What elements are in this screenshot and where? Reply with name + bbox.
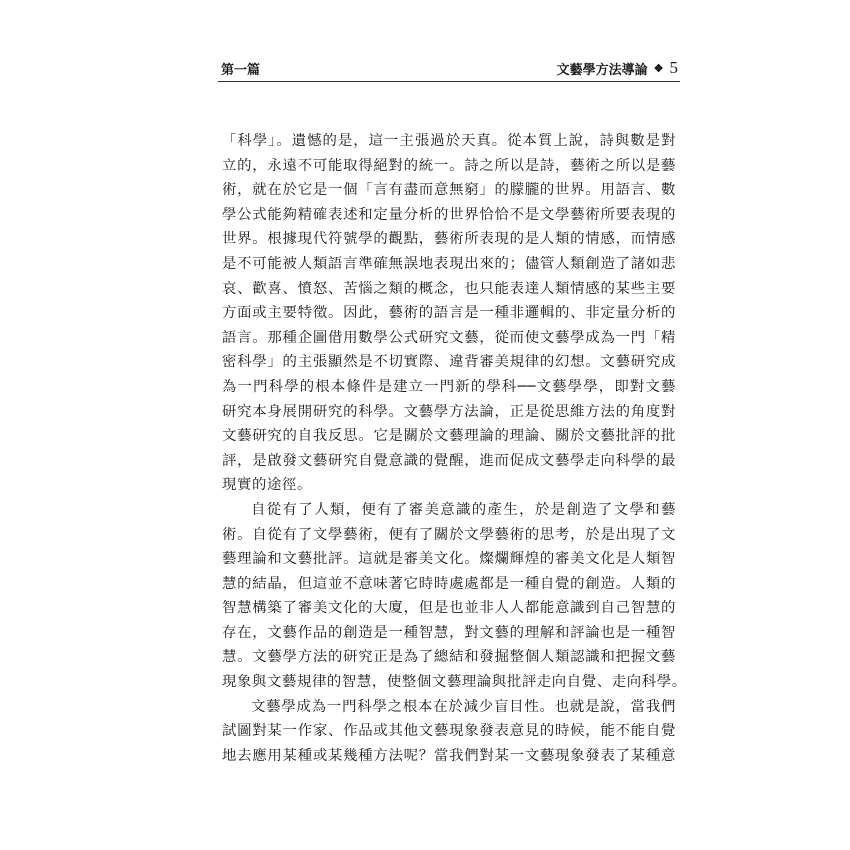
text-line: 為一門科學的根本條件是建立一門新的學科──文藝學學，即對文藝	[222, 378, 676, 395]
text-line: 術。自從有了文學藝術，便有了關於文學藝術的思考，於是出現了文	[222, 526, 676, 543]
text-line: 慧。文藝學方法的研究正是為了總結和發掘整個人類認識和把握文藝	[222, 649, 676, 666]
paragraph	[222, 498, 687, 695]
diamond-ornament-icon: ❖	[653, 61, 664, 75]
text-line: 藝理論和文藝批評。這就是審美文化。燦爛輝煌的審美文化是人類智	[222, 551, 676, 568]
text-line: 評，是啟發文藝研究自覺意識的覺醒，進而促成文藝學走向科學的最	[222, 452, 676, 469]
text-line: 文藝研究的自我反思。它是關於文藝理論的理論、關於文藝批評的批	[222, 428, 676, 445]
paragraph	[222, 129, 676, 498]
text-line: 研究本身展開研究的科學。文藝學方法論，正是從思維方法的角度對	[222, 403, 676, 420]
text-line: 哀、歡喜、憤怒、苦惱之類的概念，也只能表達人類情感的某些主要	[222, 280, 676, 297]
section-label: 第一篇	[221, 62, 261, 78]
text-line: 現實的途徑。	[222, 477, 312, 494]
text-line: 存在，文藝作品的創造是一種智慧，對文藝的理解和評論也是一種智	[222, 624, 676, 641]
text-line: 「科學」。遺憾的是，這一主張過於天真。從本質上說，詩與數是對	[222, 133, 676, 149]
body-text	[222, 129, 687, 768]
text-line: 自從有了人類，便有了審美意識的產生，於是創造了文學和藝	[251, 501, 676, 518]
text-line: 試圖對某一作家、作品或其他文藝現象發表意見的時候，能不能自覺	[222, 723, 676, 740]
page-number: 5	[669, 58, 678, 77]
text-line: 是不可能被人類語言準確無誤地表現出來的；儘管人類創造了諸如悲	[222, 255, 676, 272]
running-header	[221, 54, 678, 82]
text-line: 慧的結晶，但這並不意味著它時時處處都是一種自覺的創造。人類的	[222, 575, 676, 592]
text-line: 語言。那種企圖借用數學公式研究文藝，從而使文藝學成為一門「精	[222, 329, 676, 346]
header-rule	[218, 81, 680, 82]
text-line: 智慧構築了審美文化的大廈，但是也並非人人都能意識到自己智慧的	[222, 600, 676, 617]
text-line: 術，就在於它是一個「言有盡而意無窮」的朦朧的世界。用語言、數	[222, 182, 676, 199]
text-line: 方面或主要特徵。因此，藝術的語言是一種非邏輯的、非定量分析的	[222, 305, 676, 322]
text-line: 學公式能夠精確表述和定量分析的世界恰恰不是文學藝術所要表現的	[222, 206, 676, 223]
header-right	[557, 58, 678, 78]
text-line: 密科學」的主張顯然是不切實際、違背審美規律的幻想。文藝研究成	[222, 354, 676, 371]
text-line: 地去應用某種或某幾種方法呢？當我們對某一文藝現象發表了某種意	[222, 747, 676, 764]
text-line: 現象與文藝規律的智慧，使整個文藝理論與批評走向自覺、走向科學。	[222, 674, 687, 691]
text-line: 立的，永遠不可能取得絕對的統一。詩之所以是詩，藝術之所以是藝	[222, 157, 676, 174]
text-line: 文藝學成為一門科學之根本在於減少盲目性。也就是說，當我們	[251, 698, 676, 715]
text-line: 世界。根據現代符號學的觀點，藝術所表現的是人類的情感，而情感	[222, 231, 676, 248]
paragraph	[222, 695, 676, 769]
book-title: 文藝學方法導論	[556, 62, 648, 78]
